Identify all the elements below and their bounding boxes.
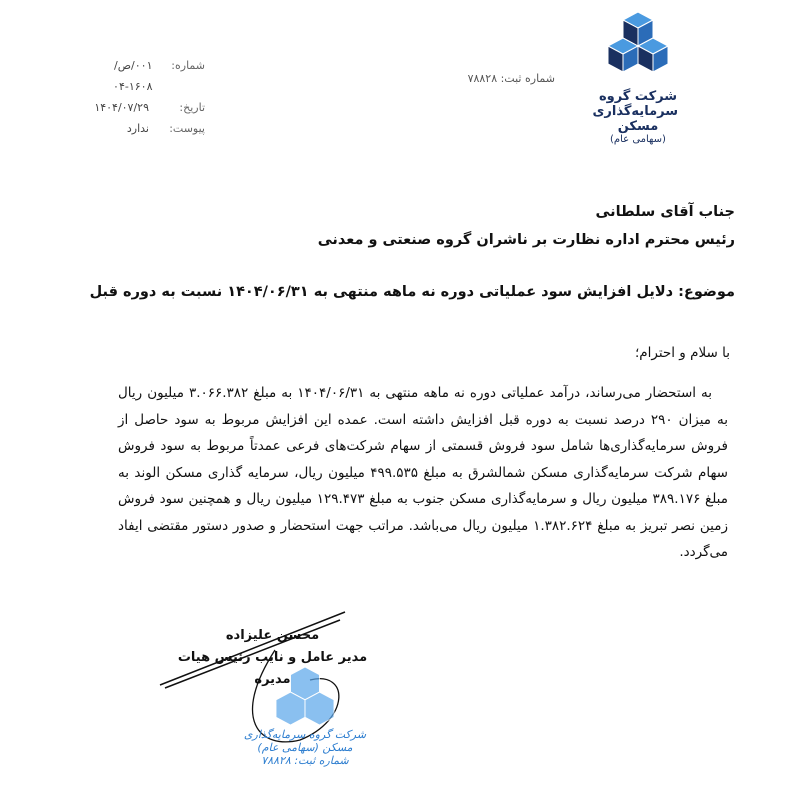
- company-name-line3: مسکن: [617, 119, 659, 134]
- number-label: شماره:: [171, 59, 205, 72]
- company-type: (سهامی عام): [610, 134, 666, 145]
- attachment-value: ندارد: [126, 122, 149, 135]
- subject-line: موضوع: دلایل افزایش سود عملیاتی دوره نه ماهه منتهی به ۱۴۰۴/۰۶/۳۱ نسبت به دوره قبل: [89, 284, 735, 300]
- body-paragraph: به استحضار می‌رساند، درآمد عملیاتی دوره نه ماهه منتهی به ۱۴۰۴/۰۶/۳۱ به مبلغ ۳.۰۶۶.۳۸۲ میلیون ریال به میزان ۲۹۰ درصد نسبت به دوره قبل افزایش داشته است. عمده این افزایش مربوط به سود حاصل از فروش سرمایه‌گذاری‌ها شامل سود فروش قسمتی از سهام شرکت‌های فرعی عمدتاً مربوط به سود فروش سهام شرکت سرمایه‌گذاری مسکن شمالشرق به مبلغ ۴۹۹.۵۳۵ میلیون ریال، سرمایه گذاری مسکن الوند به مبلغ ۳۸۹.۱۷۶ میلیون ریال و سرمایه‌گذاری مسکن جنوب به مبلغ ۱۲۹.۴۷۳ میلیون ریال و همچنین سود فروش زمین نصر تبریز به مبلغ ۱.۳۸۲.۶۲۴ میلیون ریال می‌باشد. مراتب جهت استحضار و صدور دستور مقتضی ایفاد می‌گردد.: [118, 385, 729, 560]
- number-value: ۰۰۱/ص/۱۶۰۸-۰۴: [113, 59, 153, 93]
- greeting: با سلام و احترام؛: [634, 345, 730, 361]
- signer-title: مدیر عامل و نایب رئیس هیات مدیره: [177, 650, 368, 687]
- registration-number: شماره ثبت: ۷۸۸۲۸: [467, 72, 555, 85]
- date-label: تاریخ:: [179, 101, 205, 114]
- letter-body: [118, 380, 728, 566]
- stamp-cubes-icon: [265, 665, 345, 725]
- company-name-line1: شرکت گروه: [598, 89, 678, 104]
- company-logo: [592, 10, 678, 145]
- signer-name: محسن علیزاده: [225, 628, 320, 643]
- company-name-line2: سرمایه‌گذاری: [592, 104, 678, 119]
- stamp-registration: شماره ثبت: ۷۸۸۲۸: [261, 754, 349, 767]
- attachment-label: پیوست:: [169, 122, 205, 135]
- recipient-title: رئیس محترم اداره نظارت بر ناشران گروه صنعتی و معدنی: [317, 232, 735, 248]
- letter-meta: [80, 55, 205, 139]
- recipient-name: جناب آقای سلطانی: [595, 204, 735, 220]
- date-value: ۱۴۰۴/۰۷/۲۹: [94, 101, 149, 114]
- stamp-company: شرکت گروه سرمایه‌گذاری مسکن (سهامی عام): [243, 728, 367, 754]
- company-stamp: [230, 665, 380, 767]
- cubes-logo-icon: [603, 10, 673, 85]
